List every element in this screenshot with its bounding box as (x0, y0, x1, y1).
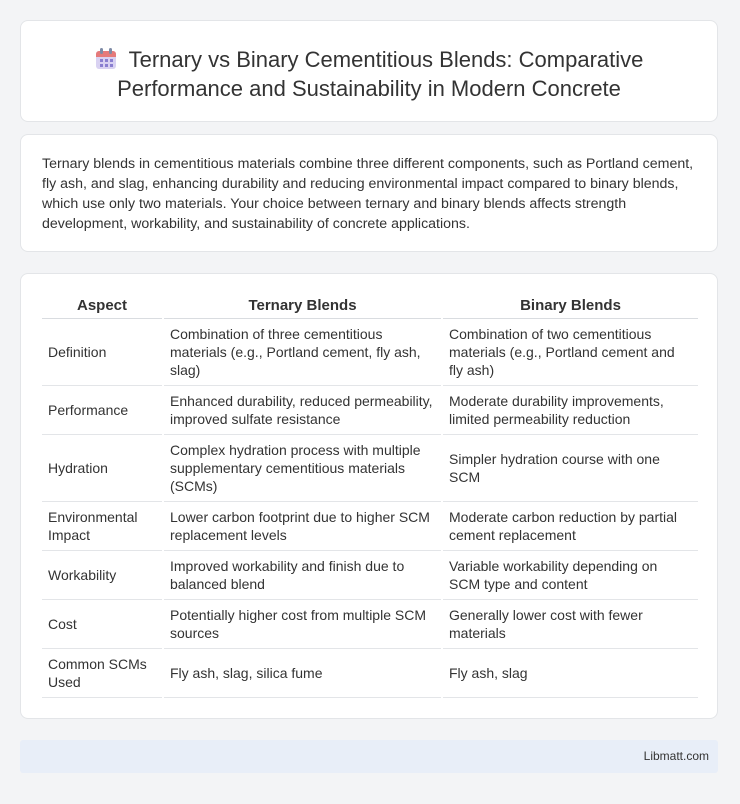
table-cell: Generally lower cost with fewer materials (442, 599, 698, 648)
table-cell: Definition (42, 318, 163, 385)
column-header: Aspect (42, 293, 163, 318)
table-cell: Combination of three cementitious materials (e.g., Portland cement, fly ash, slag) (163, 318, 442, 385)
table-cell: Simpler hydration course with one SCM (442, 434, 698, 501)
page-title-text: Ternary vs Binary Cementitious Blends: Comparative Performance and Sustainability in Modern Concrete (117, 47, 644, 101)
table-cell: Lower carbon footprint due to higher SCM replacement levels (163, 501, 442, 550)
page-title (21, 45, 717, 103)
table-cell: Moderate carbon reduction by partial cement replacement (442, 501, 698, 550)
footer-bar (20, 740, 718, 773)
table-cell: Improved workability and finish due to balanced blend (163, 550, 442, 599)
table-cell: Common SCMs Used (42, 648, 163, 697)
table-cell: Cost (42, 599, 163, 648)
table-cell: Variable workability depending on SCM type and content (442, 550, 698, 599)
comparison-table-card (20, 273, 718, 719)
intro-card (20, 134, 718, 252)
table-row (42, 434, 698, 501)
table-row (42, 318, 698, 385)
column-header: Ternary Blends (163, 293, 442, 318)
table-cell: Combination of two cementitious materials (e.g., Portland cement and fly ash) (442, 318, 698, 385)
table-row (42, 501, 698, 550)
column-header: Binary Blends (442, 293, 698, 318)
table-cell: Workability (42, 550, 163, 599)
table-cell: Moderate durability improvements, limited permeability reduction (442, 385, 698, 434)
table-cell: Potentially higher cost from multiple SCM sources (163, 599, 442, 648)
table-cell: Environmental Impact (42, 501, 163, 550)
table-row (42, 648, 698, 697)
table-cell: Fly ash, slag (442, 648, 698, 697)
table-row (42, 385, 698, 434)
table-cell: Performance (42, 385, 163, 434)
title-card (20, 20, 718, 122)
table-header-row (42, 293, 698, 318)
table-cell: Fly ash, slag, silica fume (163, 648, 442, 697)
intro-paragraph: Ternary blends in cementitious materials combine three different components, such as Portland cement, fly ash, and slag, enhancing durability and reducing environmental impact compared to binary blends, which use only two materials. Your choice between ternary and binary blends affects strength development, workability, and sustainability of concrete applications. (42, 156, 694, 232)
table-cell: Hydration (42, 434, 163, 501)
table-cell: Enhanced durability, reduced permeability, improved sulfate resistance (163, 385, 442, 434)
table-row (42, 599, 698, 648)
comparison-table (42, 293, 698, 698)
table-row (42, 550, 698, 599)
table-cell: Complex hydration process with multiple supplementary cementitious materials (SCMs) (163, 434, 442, 501)
calendar-icon (95, 48, 117, 70)
footer-site-link[interactable]: Libmatt.com (643, 749, 709, 763)
